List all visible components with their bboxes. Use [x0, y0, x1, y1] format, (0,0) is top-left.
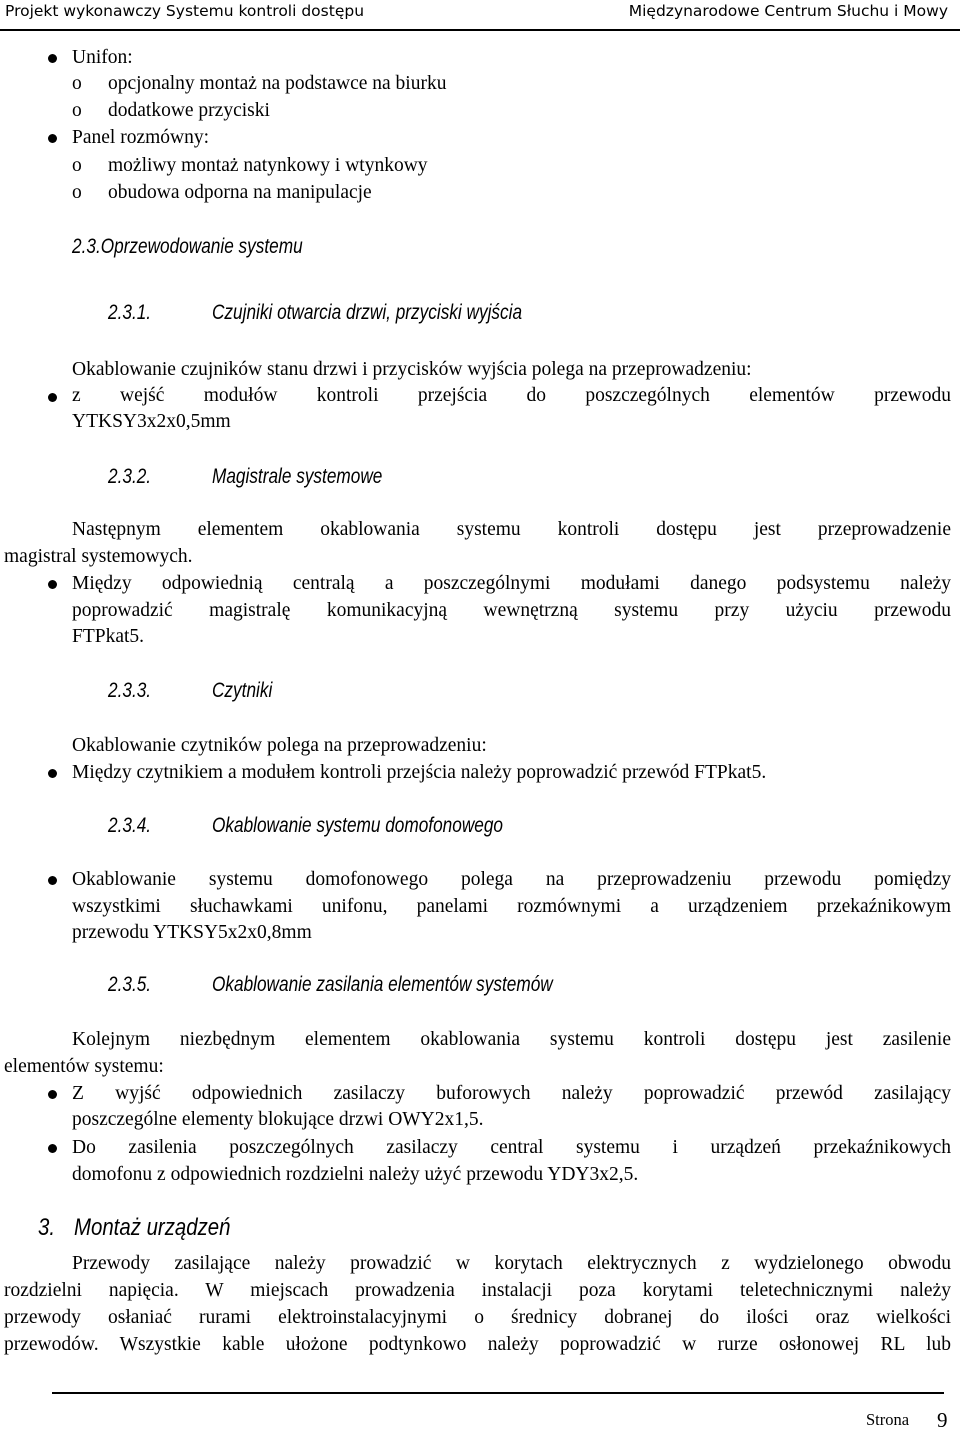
text: Przewody zasilające należy prowadzić w korytach elektrycznych z wydzielonego obwodu [72, 1253, 951, 1274]
sub-marker: o [72, 155, 82, 176]
bullet-icon [48, 580, 57, 589]
s3-line-1 [72, 1251, 951, 1277]
text: rozdzielni napięcia. W miejscach prowadzenia instalacji poza korytami teletechnicznymi należy [4, 1280, 951, 1301]
text: Następnym elementem okablowania systemu kontroli dostępu jest przeprowadzenie [72, 519, 951, 540]
s232-para-line-1 [72, 517, 951, 543]
sub-marker: o [72, 182, 82, 203]
page-header [0, 0, 960, 30]
s232-bullet-line-1 [72, 571, 951, 597]
panel-item-2: obudowa odporna na manipulacje [108, 182, 372, 203]
text: Kolejnym niezbędnym elementem okablowania systemu kontroli dostępu jest zasilenie [72, 1029, 951, 1050]
footer-rule [52, 1392, 944, 1394]
s234-bullet-line-1 [72, 867, 951, 893]
s232-number: 2.3.2. [108, 465, 152, 488]
text: przewodów. Wszystkie kable ułożone podtynkowo należy poprowadzić w rurze osłonowej RL lub [4, 1334, 951, 1355]
s232-para-line-2: magistral systemowych. [4, 546, 193, 567]
section-2-3-heading [72, 234, 303, 260]
text: Do zasilenia poszczególnych zasilaczy central systemu i urządzeń przekaźnikowych [72, 1137, 951, 1158]
text: z wejść modułów kontroli przejścia do poszczególnych elementów przewodu [72, 385, 951, 406]
panel-label: Panel rozmówny: [72, 127, 210, 148]
text: przewody osłaniać rurami elektroinstalacyjnymi o średnicy dobranej do ilości oraz wielkości [4, 1307, 951, 1328]
s232-bullet-line-3: FTPkat5. [72, 626, 145, 647]
unifon-item-2: dodatkowe przyciski [108, 100, 270, 121]
section-title: Oprzewodowanie systemu [100, 235, 303, 258]
s232-bullet-line-2 [72, 598, 951, 624]
text: Między odpowiednią centralą a poszczególnymi modułami danego podsystemu należy [72, 573, 951, 594]
s231-number: 2.3.1. [108, 301, 152, 324]
bullet-icon [48, 393, 57, 402]
panel-item-1: możliwy montaż natynkowy i wtynkowy [108, 155, 428, 176]
bullet-icon [48, 769, 57, 778]
text: poprowadzić magistralę komunikacyjną wewnętrzną systemu przy użyciu przewodu [72, 600, 951, 621]
s233-title: Czytniki [212, 679, 273, 702]
bullet-icon [48, 876, 57, 885]
s3-title: Montaż urządzeń [74, 1214, 231, 1241]
s235-bullet-2-line-2: domofonu z odpowiednich rozdzielni należy użyć przewodu YDY3x2,5. [72, 1164, 639, 1185]
s235-bullet-1-line-1 [72, 1081, 951, 1107]
s234-title: Okablowanie systemu domofonowego [212, 814, 503, 837]
sub-marker: o [72, 73, 82, 94]
s235-para-line-2: elementów systemu: [4, 1056, 164, 1077]
s3-line-2 [4, 1278, 951, 1304]
s233-number: 2.3.3. [108, 679, 152, 702]
header-rule [0, 29, 960, 31]
s234-bullet-line-2 [72, 894, 951, 920]
s3-number: 3. [38, 1214, 56, 1241]
bullet-icon [48, 54, 57, 63]
sub-marker: o [72, 100, 82, 121]
section-number: 2.3. [72, 235, 101, 258]
s3-line-4 [4, 1332, 951, 1358]
header-organization: Międzynarodowe Centrum Słuchu i Mowy [628, 2, 948, 20]
s233-intro: Okablowanie czytników polega na przeprowadzeniu: [72, 735, 487, 756]
text: Okablowanie systemu domofonowego polega na przeprowadzeniu przewodu pomiędzy [72, 869, 951, 890]
bullet-icon [48, 1144, 57, 1153]
bullet-icon [48, 134, 57, 143]
header-document-title: Projekt wykonawczy Systemu kontroli dostępu [5, 2, 365, 20]
s231-bullet-line-2: YTKSY3x2x0,5mm [72, 411, 231, 432]
bullet-icon [48, 1090, 57, 1099]
s233-bullet: Między czytnikiem a modułem kontroli przejścia należy poprowadzić przewód FTPkat5. [72, 762, 767, 783]
s235-para-line-1 [72, 1027, 951, 1053]
s235-bullet-2-line-1 [72, 1135, 951, 1161]
s231-title: Czujniki otwarcia drzwi, przyciski wyjścia [212, 301, 523, 324]
s231-bullet-line-1 [72, 383, 951, 409]
unifon-item-1: opcjonalny montaż na podstawce na biurku [108, 73, 447, 94]
s235-title: Okablowanie zasilania elementów systemów [212, 973, 553, 996]
s235-number: 2.3.5. [108, 973, 152, 996]
unifon-label: Unifon: [72, 47, 133, 68]
s234-bullet-line-3: przewodu YTKSY5x2x0,8mm [72, 922, 312, 943]
s3-line-3 [4, 1305, 951, 1331]
s231-intro: Okablowanie czujników stanu drzwi i przycisków wyjścia polega na przeprowadzeniu: [72, 359, 752, 380]
s235-bullet-1-line-2: poszczególne elementy blokujące drzwi OWY2x1,5. [72, 1109, 484, 1130]
text: Z wyjść odpowiednich zasilaczy buforowych należy poprowadzić przewód zasilający [72, 1083, 951, 1104]
s234-number: 2.3.4. [108, 814, 152, 837]
text: wszystkimi słuchawkami unifonu, panelami rozmównymi a urządzeniem przekaźnikowym [72, 896, 951, 917]
footer-page-number: 9 [937, 1408, 948, 1432]
footer-page-label: Strona [866, 1410, 910, 1429]
s232-title: Magistrale systemowe [212, 465, 383, 488]
